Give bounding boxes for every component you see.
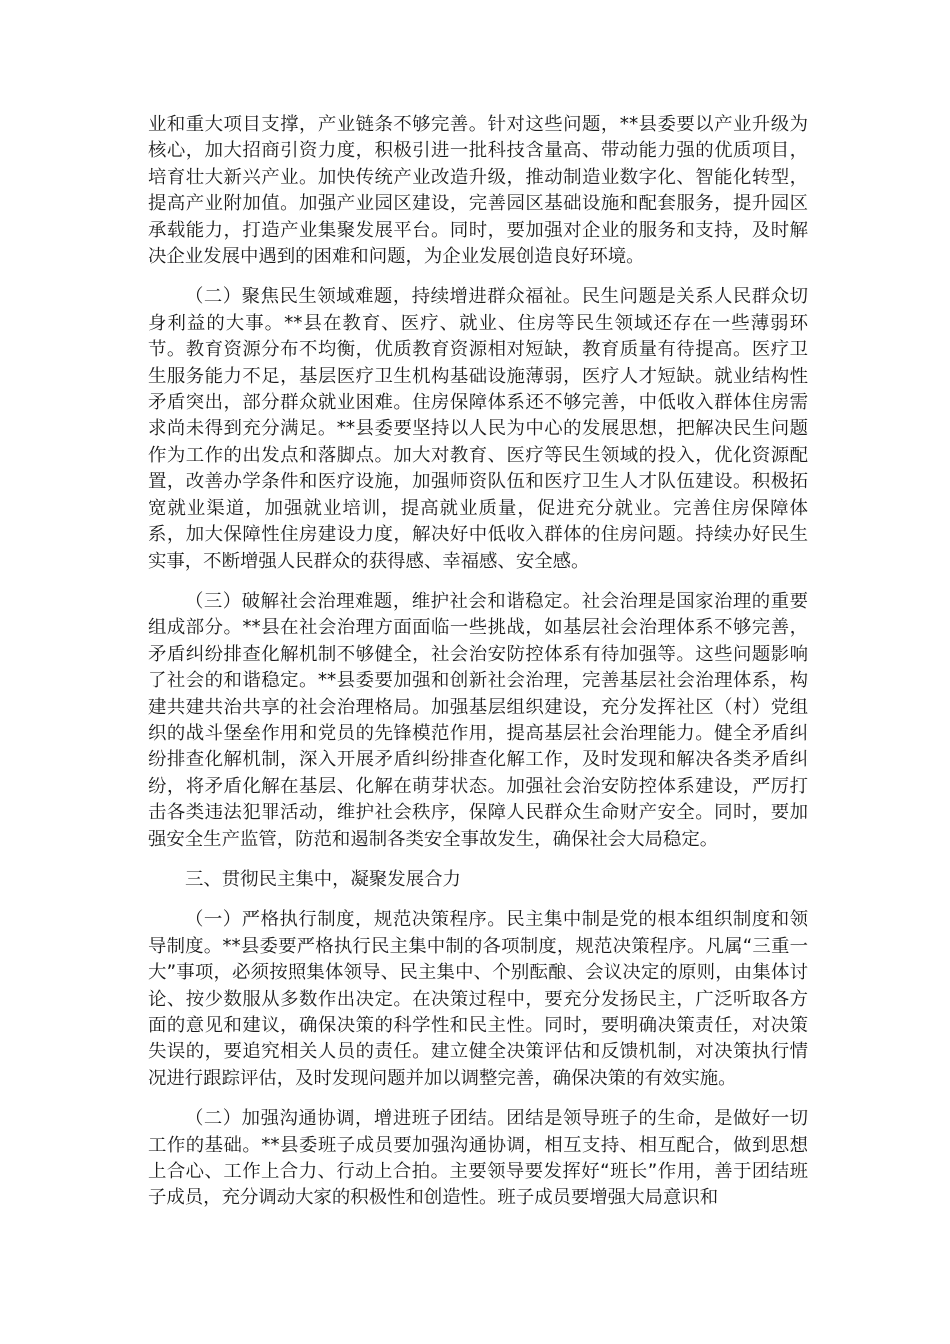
paragraph-section-2-2: （二）聚焦民生领域难题，持续增进群众福祉。民生问题是关系人民群众切身利益的大事。**县在教育、医疗、就业、住房等民生领域还存在一些薄弱环节。教育资源分布不均衡，优质教育资源相对短缺，教育质量有待提高。医疗卫生服务能力不足，基层医疗卫生机构基础设施薄弱，医疗人才短缺。就业结构性矛盾突出，部分群众就业困难。住房保障体系还不够完善，中低收入群体住房需求尚未得到充分满足。**县委要坚持以人民为中心的发展思想，把解决民生问题作为工作的出发点和落脚点。加大对教育、医疗等民生领域的投入，优化资源配置，改善办学条件和医疗设施，加强师资队伍和医疗卫生人才队伍建设。积极拓宽就业渠道，加强就业培训，提高就业质量，促进充分就业。完善住房保障体系，加大保障性住房建设力度，解决好中低收入群体的住房问题。持续办好民生实事，不断增强人民群众的获得感、幸福感、安全感。: [148, 286, 808, 572]
paragraph-continuation: 业和重大项目支撑，产业链条不够完善。针对这些问题，**县委要以产业升级为核心，加大招商引资力度，积极引进一批科技含量高、带动能力强的优质项目，培育壮大新兴产业。加快传统产业改造升级，推动制造业数字化、智能化转型，提高产业附加值。加强产业园区建设，完善园区基础设施和配套服务，提升园区承载能力，打造产业集聚发展平台。同时，要加强对企业的服务和支持，及时解决企业发展中遇到的困难和问题，为企业发展创造良好环境。: [148, 114, 808, 268]
document-body: [148, 112, 808, 1226]
paragraph-section-3-2: （二）加强沟通协调，增进班子团结。团结是领导班子的生命，是做好一切工作的基础。**县委班子成员要加强沟通协调，相互支持、相互配合，做到思想上合心、工作上合力、行动上合拍。主要领导要发挥好“班长”作用，善于团结班子成员，充分调动大家的积极性和创造性。班子成员要增强大局意识和: [148, 1108, 808, 1209]
paragraph-section-2-3: （三）破解社会治理难题，维护社会和谐稳定。社会治理是国家治理的重要组成部分。**县在社会治理方面面临一些挑战，如基层社会治理体系不够完善，矛盾纠纷排查化解机制不够健全，社会治安防控体系有待加强等。这些问题影响了社会的和谐稳定。**县委要加强和创新社会治理，完善基层社会治理体系，构建共建共治共享的社会治理格局。加强基层组织建设，充分发挥社区（村）党组织的战斗堡垒作用和党员的先锋模范作用，提高基层社会治理能力。健全矛盾纠纷排查化解机制，深入开展矛盾纠纷排查化解工作，及时发现和解决各类矛盾纠纷，将矛盾化解在基层、化解在萌芽状态。加强社会治安防控体系建设，严厉打击各类违法犯罪活动，维护社会秩序，保障人民群众生命财产安全。同时，要加强安全生产监管，防范和遏制各类安全事故发生，确保社会大局稳定。: [148, 590, 808, 850]
section-heading-3: 三、贯彻民主集中，凝聚发展合力: [185, 868, 461, 890]
paragraph-section-3-1: （一）严格执行制度，规范决策程序。民主集中制是党的根本组织制度和领导制度。**县委要严格执行民主集中制的各项制度，规范决策程序。凡属“三重一大”事项，必须按照集体领导、民主集中、个别酝酿、会议决定的原则，由集体讨论、按少数服从多数作出决定。在决策过程中，要充分发扬民主，广泛听取各方面的意见和建议，确保决策的科学性和民主性。同时，要明确决策责任，对决策失误的，要追究相关人员的责任。建立健全决策评估和反馈机制，对决策执行情况进行跟踪评估，及时发现问题并加以调整完善，确保决策的有效实施。: [148, 909, 808, 1089]
